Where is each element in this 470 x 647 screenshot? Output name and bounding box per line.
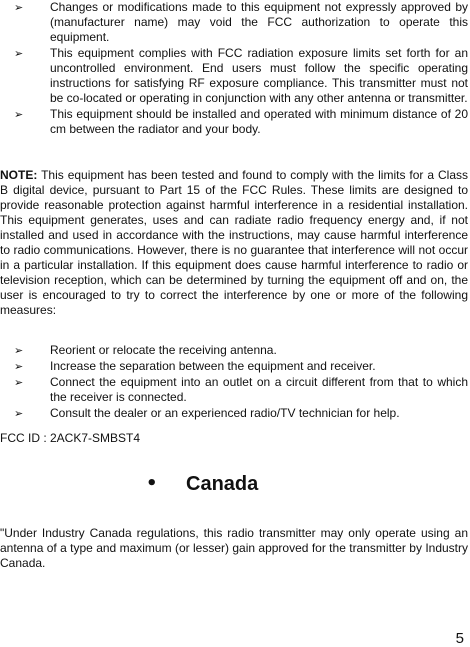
list-item-text: Consult the dealer or an experienced radio/TV technician for help. [50, 406, 400, 420]
interference-measures-list [0, 343, 470, 422]
list-item-text: This equipment should be installed and operated with minimum distance of 20 cm between the radiator and your body. [50, 107, 468, 136]
list-item [0, 375, 470, 405]
list-item-text: Changes or modifications made to this equipment not expressly approved by (manufacturer name) may void the FCC authorization to operate this equipment. [50, 0, 468, 44]
note-label: NOTE: [0, 168, 38, 182]
list-item [0, 46, 470, 106]
arrow-bullet-icon: ➢ [14, 376, 24, 389]
list-item-text: This equipment complies with FCC radiation exposure limits set forth for an uncontrolled environment. End users must follow the specific operating instructions for satisfying RF exposure compliance. This transmitter must not be co-located or operating in conjunction with any other antenna or transmitter. [50, 46, 468, 105]
arrow-bullet-icon: ➢ [14, 407, 24, 420]
arrow-bullet-icon: ➢ [14, 344, 24, 357]
list-item [0, 359, 470, 374]
list-item [0, 107, 470, 137]
list-item [0, 406, 470, 421]
list-item-text: Increase the separation between the equipment and receiver. [50, 359, 376, 373]
list-item-text: Connect the equipment into an outlet on a circuit different from that to which the receiver is connected. [50, 375, 468, 404]
list-item-text: Reorient or relocate the receiving antenna. [50, 343, 277, 357]
arrow-bullet-icon: ➢ [14, 1, 24, 14]
bullet-dot-icon: • [146, 473, 158, 494]
fcc-id: FCC ID : 2ACK7-SMBST4 [0, 431, 141, 445]
note-paragraph [0, 168, 468, 318]
page-number: 5 [455, 630, 464, 647]
fcc-warnings-list [0, 0, 470, 138]
list-item [0, 0, 470, 45]
arrow-bullet-icon: ➢ [14, 47, 24, 60]
arrow-bullet-icon: ➢ [14, 108, 24, 121]
industry-canada-paragraph: "Under Industry Canada regulations, this radio transmitter may only operate using an antenna of a type and maximum (or lesser) gain approved for the transmitter by Industry Canada. [0, 526, 468, 570]
canada-heading-label: Canada [186, 473, 259, 495]
list-item [0, 343, 470, 358]
arrow-bullet-icon: ➢ [14, 360, 24, 373]
note-text: This equipment has been tested and found to comply with the limits for a Class B digital device, pursuant to Part 15 of the FCC Rules. These limits are designed to provide reasonable protection against harmful interference in a residential installation. This equipment generates, uses and can radiate radio frequency energy and, if not installed and used in accordance with the instructions, may cause harmful interference to radio communications. However, there is no guarantee that interference will not occur in a particular installation. If this equipment does cause harmful interference to radio or television reception, which can be determined by turning the equipment off and on, the user is encouraged to try to correct the interference by one or more of the following measures: [0, 168, 468, 317]
